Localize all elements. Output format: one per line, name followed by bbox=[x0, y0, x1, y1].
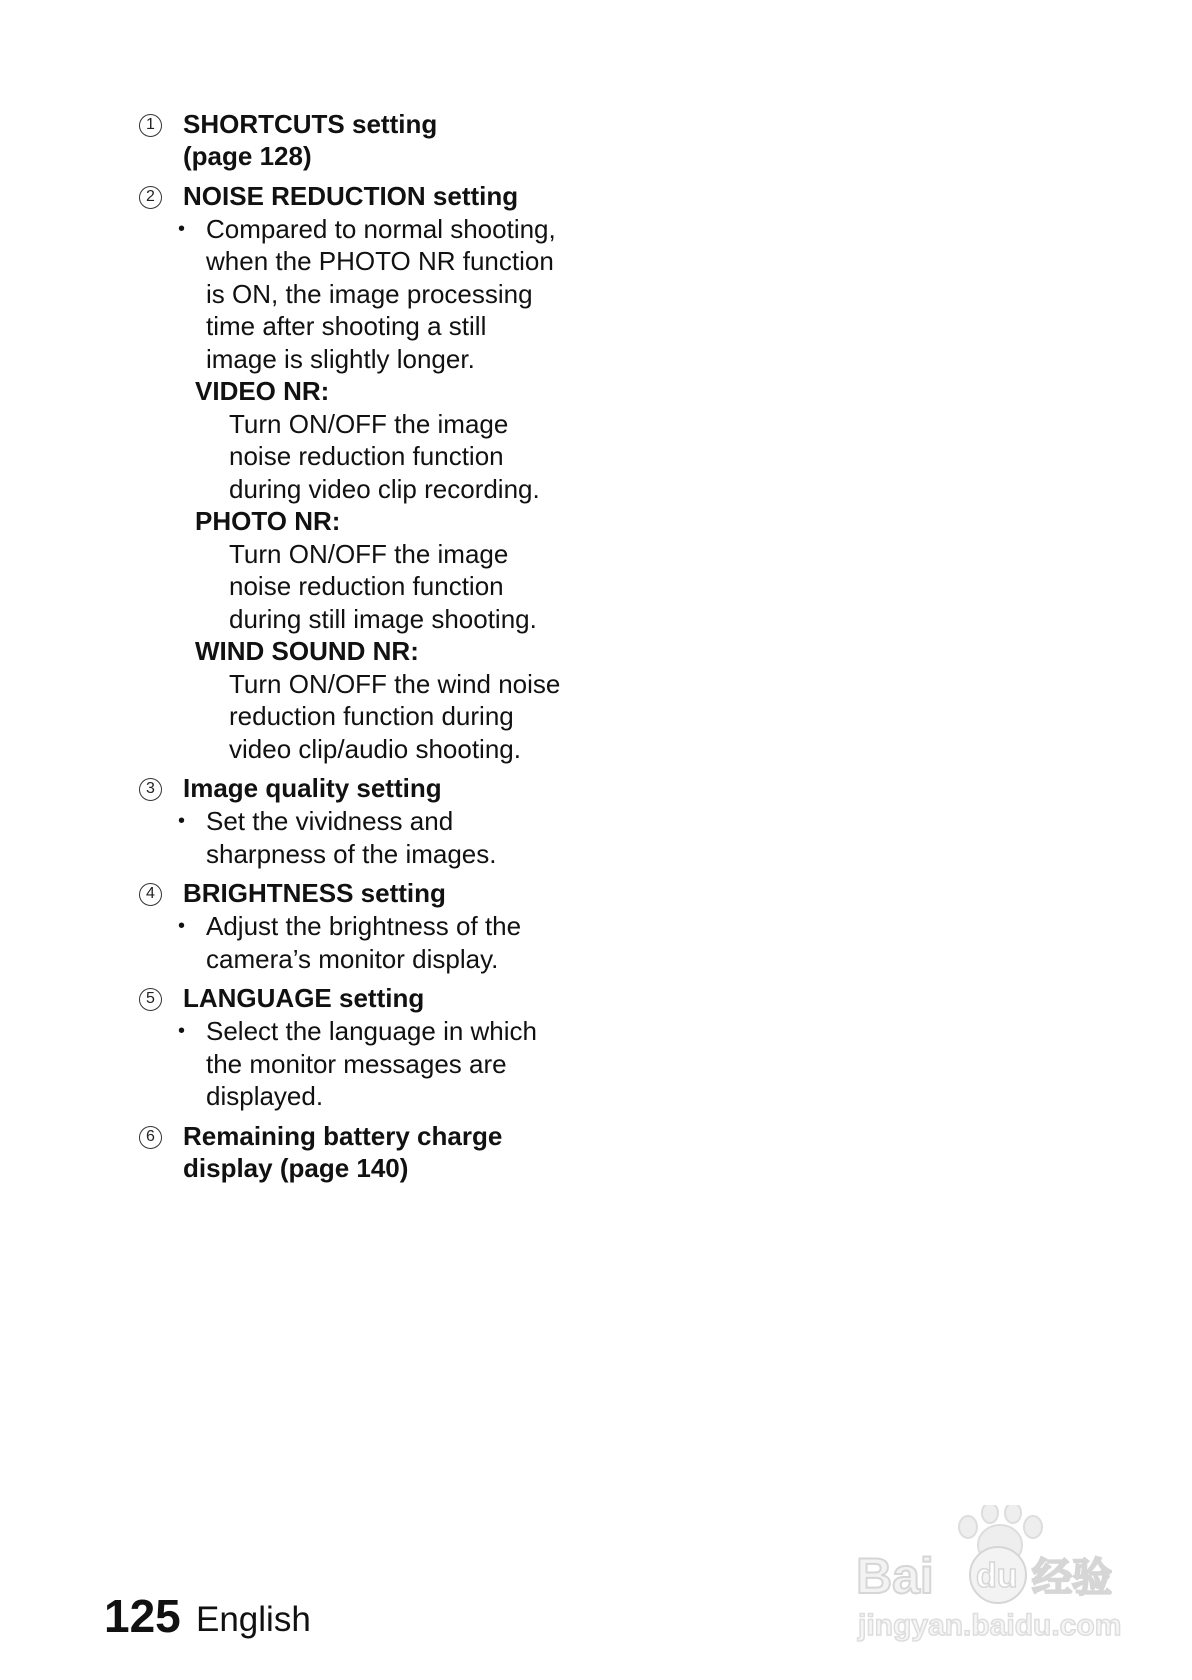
subitem-label: PHOTO NR: bbox=[195, 506, 341, 536]
item-number: 3 bbox=[139, 778, 162, 801]
subitem-text-line: Turn ON/OFF the image bbox=[229, 539, 509, 569]
bullet-text-line: Select the language in which bbox=[206, 1016, 538, 1046]
bullet-text-line: the monitor messages are bbox=[206, 1049, 507, 1079]
bullet-text-line: Adjust the brightness of the bbox=[206, 911, 522, 941]
svg-text:du: du bbox=[976, 1557, 1018, 1595]
svg-text:经验: 经验 bbox=[1032, 1555, 1112, 1601]
subitem-text-line: Turn ON/OFF the wind noise bbox=[229, 669, 561, 699]
bullet-text-line: image is slightly longer. bbox=[206, 344, 475, 374]
subitem-label: VIDEO NR: bbox=[195, 376, 330, 406]
item-number: 1 bbox=[139, 114, 162, 137]
item-heading-line: LANGUAGE setting bbox=[183, 983, 425, 1013]
page-language: English bbox=[196, 1600, 311, 1639]
item-number: 6 bbox=[139, 1126, 162, 1149]
subitem-text-line: during video clip recording. bbox=[229, 474, 540, 504]
item-number: 2 bbox=[139, 186, 162, 209]
bullet-text-line: when the PHOTO NR function bbox=[206, 246, 554, 276]
bullet-text-line: Compared to normal shooting, bbox=[206, 214, 556, 244]
item-heading-line: display (page 140) bbox=[183, 1153, 409, 1183]
item-heading-line: BRIGHTNESS setting bbox=[183, 878, 446, 908]
item-heading-line: SHORTCUTS setting bbox=[183, 109, 438, 139]
subitem-label: WIND SOUND NR: bbox=[195, 636, 419, 666]
bullet-text-line: time after shooting a still bbox=[206, 311, 487, 341]
subitem-text-line: reduction function during bbox=[229, 701, 514, 731]
item-number: 5 bbox=[139, 988, 162, 1011]
bullet-text-line: displayed. bbox=[206, 1081, 324, 1111]
bullet-icon: • bbox=[178, 218, 186, 240]
bullet-icon: • bbox=[178, 1020, 186, 1042]
svg-text:jingyan.baidu.com: jingyan.baidu.com bbox=[858, 1609, 1122, 1642]
bullet-text-line: is ON, the image processing bbox=[206, 279, 533, 309]
item-heading-line: Remaining battery charge bbox=[183, 1121, 503, 1151]
item-heading-line: (page 128) bbox=[183, 141, 312, 171]
bullet-text-line: camera’s monitor display. bbox=[206, 944, 499, 974]
baidu-watermark bbox=[850, 1505, 1150, 1655]
item-number: 4 bbox=[139, 883, 162, 906]
item-heading-line: Image quality setting bbox=[183, 773, 442, 803]
subitem-text-line: noise reduction function bbox=[229, 571, 504, 601]
subitem-text-line: noise reduction function bbox=[229, 441, 504, 471]
bullet-text-line: sharpness of the images. bbox=[206, 839, 497, 869]
bullet-icon: • bbox=[178, 810, 186, 832]
bullet-text-line: Set the vividness and bbox=[206, 806, 454, 836]
subitem-text-line: Turn ON/OFF the image bbox=[229, 409, 509, 439]
page-number: 125 bbox=[104, 1590, 181, 1642]
svg-text:Bai: Bai bbox=[856, 1548, 934, 1604]
bullet-icon: • bbox=[178, 915, 186, 937]
subitem-text-line: video clip/audio shooting. bbox=[229, 734, 521, 764]
subitem-text-line: during still image shooting. bbox=[229, 604, 537, 634]
item-heading-line: NOISE REDUCTION setting bbox=[183, 181, 519, 211]
